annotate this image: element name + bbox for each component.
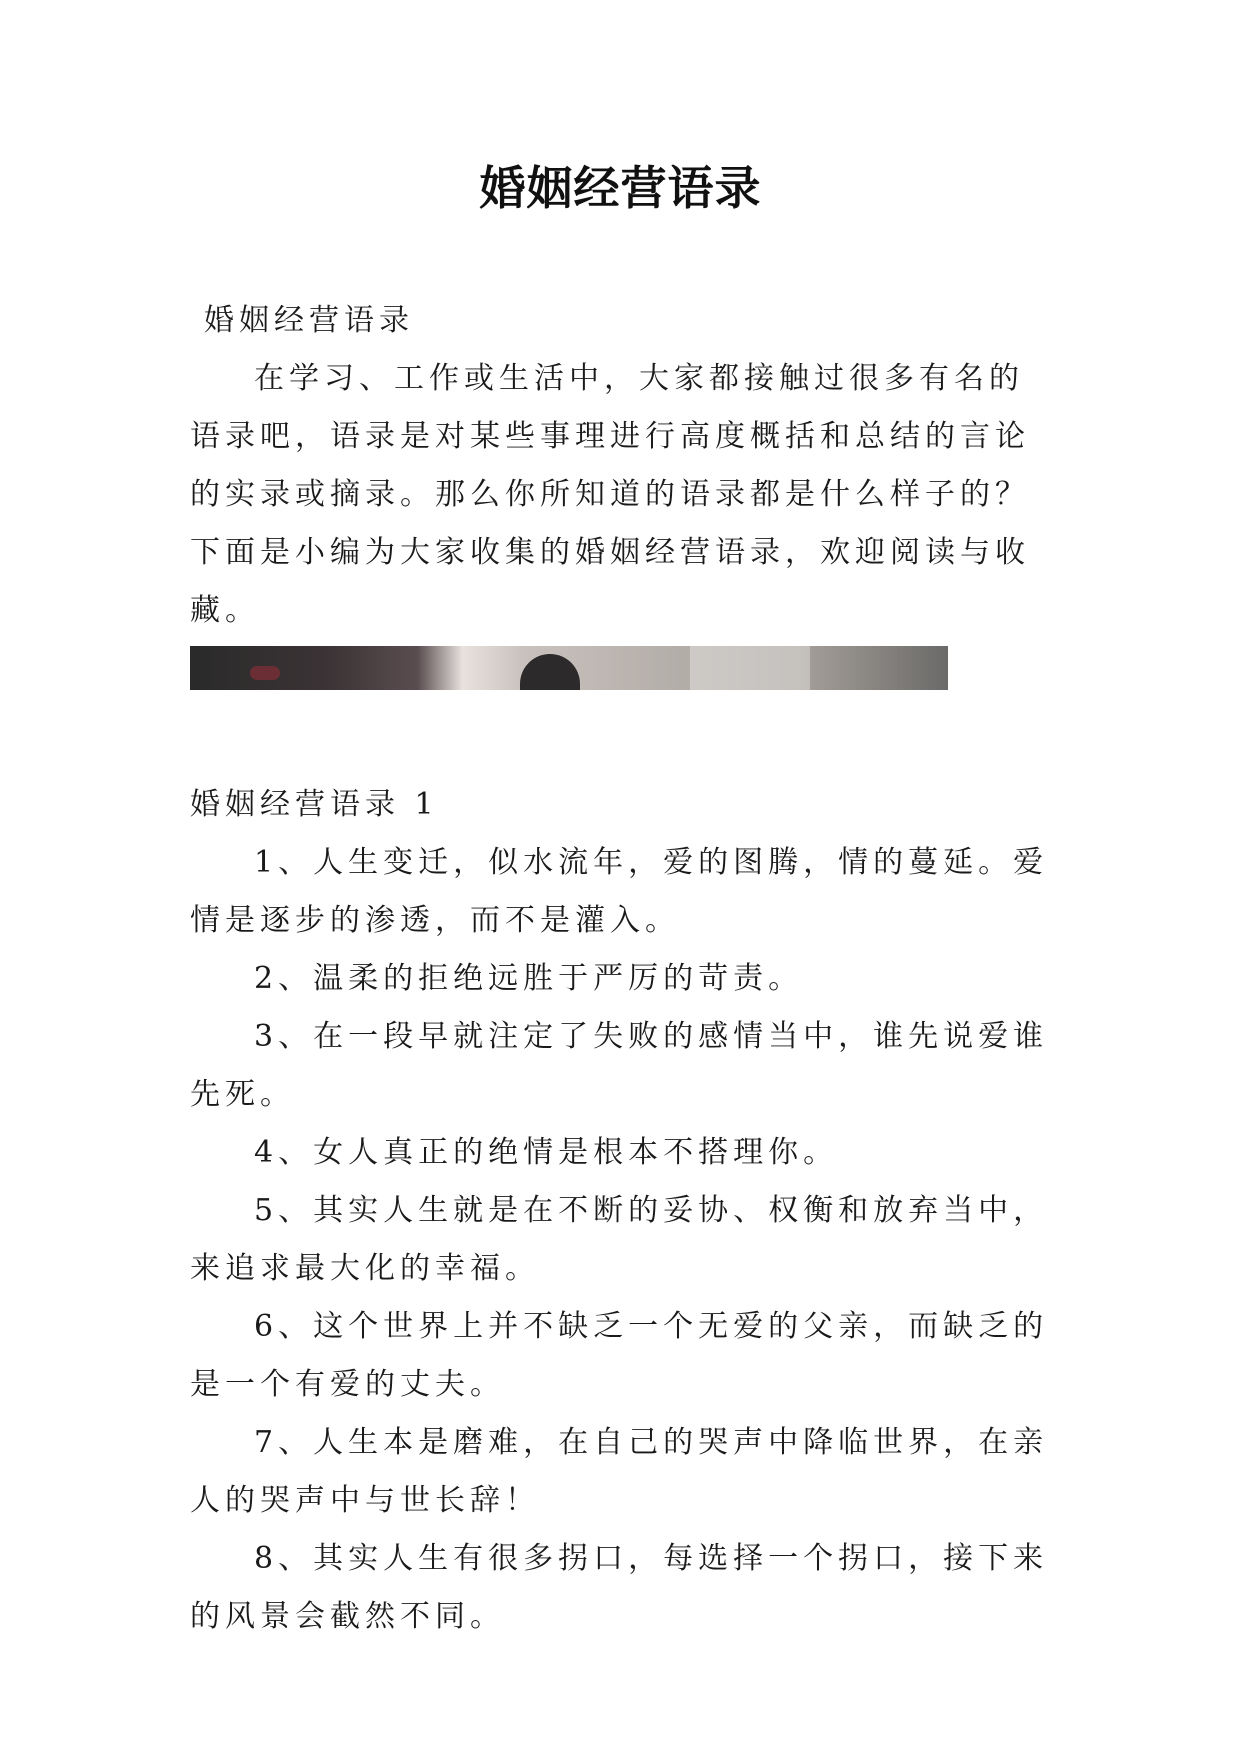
- document-subtitle: 婚姻经营语录: [204, 303, 414, 338]
- list-item: 6、这个世界上并不缺乏一个无爱的父亲，而缺乏的是一个有爱的丈夫。: [190, 1309, 1049, 1402]
- document-body: [190, 292, 1054, 1646]
- intro-paragraph: 在学习、工作或生活中，大家都接触过很多有名的语录吧，语录是对某些事理进行高度概括和总结的言论的实录或摘录。那么你所知道的语录都是什么样子的？下面是小编为大家收集的婚姻经营语录，欢迎阅读与收藏。: [190, 361, 1030, 628]
- document-title: 婚姻经营语录: [479, 161, 762, 215]
- list-item: 8、其实人生有很多拐口，每选择一个拐口，接下来的风景会截然不同。: [190, 1541, 1049, 1634]
- list-item: 7、人生本是磨难，在自己的哭声中降临世界，在亲人的哭声中与世长辞！: [190, 1425, 1049, 1518]
- list-item: 5、其实人生就是在不断的妥协、权衡和放弃当中，来追求最大化的幸福。: [190, 1193, 1049, 1286]
- banner-accent-shape: [250, 666, 280, 680]
- list-item: 4、女人真正的绝情是根本不搭理你。: [254, 1135, 839, 1170]
- banner-highlight-shape: [690, 646, 810, 690]
- list-item: 2、温柔的拒绝远胜于严厉的苛责。: [254, 961, 804, 996]
- banner-figure-shape: [520, 654, 580, 690]
- list-item: 1、人生变迁，似水流年，爱的图腾，情的蔓延。爱情是逐步的渗透，而不是灌入。: [190, 845, 1049, 938]
- banner-image: [190, 646, 948, 690]
- list-item: 3、在一段早就注定了失败的感情当中，谁先说爱谁先死。: [190, 1019, 1049, 1112]
- section-heading: 婚姻经营语录 1: [190, 787, 439, 822]
